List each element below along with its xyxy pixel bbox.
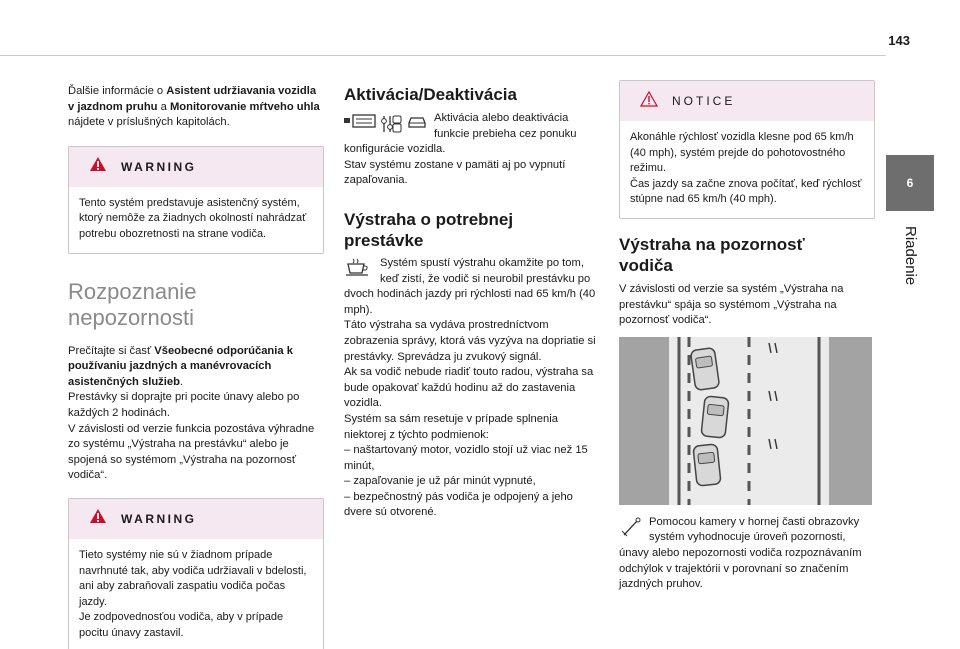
section-heading-break-warning: Výstraha o potrebnej prestávke xyxy=(344,209,514,250)
section-heading-activation: Aktivácia/Deaktivácia xyxy=(344,85,517,104)
notice-line: Čas jazdy sa začne znova počítať, keď rýchlosť stúpne nad 65 km/h (40 mph). xyxy=(630,177,862,206)
activation-paragraph xyxy=(344,111,600,189)
intro-text: Ďalšie informácie o xyxy=(68,85,167,97)
warning-title: WARNING xyxy=(121,511,197,526)
warning-box-2 xyxy=(68,498,324,649)
warning-text xyxy=(69,539,323,649)
warning-line: Tieto systémy nie sú v žiadnom prípade navrhnuté tak, aby vodiča udržiavali v bdelosti, ani aby zabraňovali zaspatiu vodiča počas jazdy. xyxy=(79,548,307,608)
para-line: V závislosti od verzie funkcia pozostáva výhradne zo systému „Výstraha na prestávku“ alebo je spojená so systémom „Výstraha na pozornosť vodiča“. xyxy=(68,422,315,482)
break-line: Systém sa sám resetuje v prípade splnenia niektorej z týchto podmienok: xyxy=(344,412,558,441)
warning-line: Je zodpovednosťou vodiča, aby v prípade pocitu únavy zastavil. xyxy=(79,611,284,639)
notice-title: NOTICE xyxy=(672,94,736,108)
notice-header xyxy=(620,81,874,121)
column-2 xyxy=(344,80,600,521)
notice-text xyxy=(620,121,874,218)
inattention-paragraph xyxy=(68,344,324,484)
notice-box xyxy=(619,80,875,219)
activation-icons xyxy=(344,114,428,134)
para-line: Prestávky si doprajte pri pocite únavy alebo po každých 2 hodinách. xyxy=(68,391,300,419)
warning-title: WARNING xyxy=(121,159,197,174)
attention-paragraph: V závislosti od verzie sa systém „Výstraha na prestávku“ spája so systémom „Výstraha na pozornosť vodiča“. xyxy=(619,282,844,327)
break-warning-paragraph xyxy=(344,256,600,521)
chapter-tab[interactable]: 6 xyxy=(886,155,934,211)
warning-text: Tento systém predstavuje asistenčný systém, ktorý nemôže za žiadnych okolností nahrádzať potrebu obozretnosti na strane vodiča. xyxy=(79,196,307,240)
header-rule xyxy=(0,55,886,56)
warning-triangle-icon xyxy=(89,508,107,529)
para-bold: Všeobecné odporúčania k používaniu jazdných a manévrovacích asistenčných služieb xyxy=(68,344,293,388)
column-3 xyxy=(619,80,875,593)
break-line: Táto výstraha sa vydáva prostredníctvom zobrazenia správy, ktorá vás vyzýva na dopriatie si prestávky. Sprevádza ju zvukový signál. xyxy=(344,319,596,363)
para-text: . xyxy=(179,375,184,388)
camera-paragraph xyxy=(619,515,875,593)
page-number: 143 xyxy=(888,33,910,48)
section-heading-inattention: Rozpoznanie nepozornosti xyxy=(68,278,197,330)
camera-icon xyxy=(621,517,643,543)
coffee-cup-icon xyxy=(344,258,374,282)
camera-text: Pomocou kamery v hornej časti obrazovky systém vyhodnocuje úroveň pozornosti, únavy alebo nepozornosti vodiča rozpoznávaním odchýlok v trajektórii v porovnaní so značením jazdných pruhov. xyxy=(619,515,862,591)
list-item: – zapaľovanie je už pár minút vypnuté, xyxy=(344,475,536,488)
warning-box-1 xyxy=(68,146,324,254)
intro-text: a xyxy=(157,100,170,113)
intro-bold-2: Monitorovanie mŕtveho uhla xyxy=(169,100,320,113)
list-item: – naštartovaný motor, vozidlo stojí už viac než 15 minút, xyxy=(344,444,588,472)
intro-paragraph xyxy=(68,84,324,131)
section-heading-attention: Výstraha na pozornosť vodiča xyxy=(619,234,805,275)
warning-header xyxy=(69,147,323,187)
notice-triangle-icon xyxy=(640,91,658,112)
para-text: Prečítajte si časť xyxy=(68,344,155,357)
chapter-title: Riadenie xyxy=(902,226,919,286)
list-item: – bezpečnostný pás vodiča je odpojený a jeho dvere sú otvorené. xyxy=(344,490,573,519)
intro-text: nájdete v príslušných kapitolách. xyxy=(68,116,230,129)
notice-line: Akonáhle rýchlosť vozidla klesne pod 65 km/h (40 mph), systém prejde do pohotovostného režimu. xyxy=(630,131,854,175)
screen-menu-icon xyxy=(344,114,376,128)
intro-bold-1: Asistent udržiavania vozidla v jazdnom pruhu xyxy=(68,85,317,113)
break-line: Ak sa vodič nebude riadiť touto radou, výstraha sa bude opakovať každú hodinu až do zastavenia vozidla. xyxy=(344,366,594,410)
column-1 xyxy=(68,80,324,649)
lane-drift-illustration xyxy=(619,337,872,505)
warning-triangle-icon xyxy=(89,156,107,177)
activation-line: Aktivácia alebo deaktivácia funkcie prebieha cez ponuku konfigurácie vozidla. xyxy=(344,112,577,156)
activation-line: Stav systému zostane v pamäti aj po vypnutí zapaľovania. xyxy=(344,158,566,187)
settings-sliders-icon xyxy=(380,114,402,134)
warning-header xyxy=(69,499,323,539)
break-line: Systém spustí výstrahu okamžite po tom, keď zistí, že vodič si neurobil prestávku po dvoch hodinách jazdy pri rýchlosti nad 65 km/h (40 mph). xyxy=(344,256,596,316)
car-assist-icon xyxy=(406,114,428,130)
